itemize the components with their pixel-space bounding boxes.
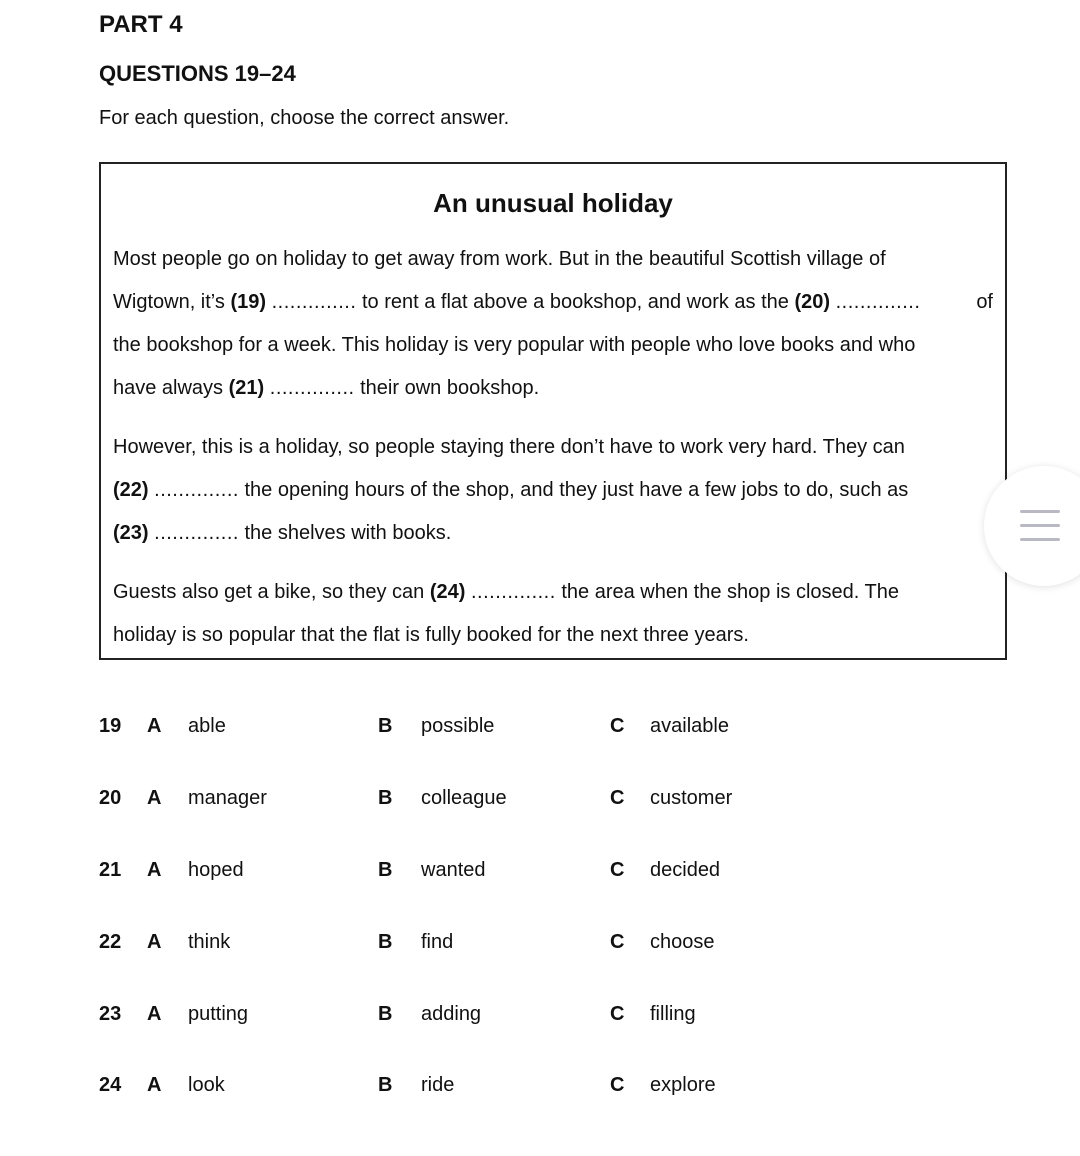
questions-title: QUESTIONS 19–24 [99, 61, 296, 86]
gap-number-23: (23) [113, 522, 149, 544]
text-fragment: Most people go on holiday to get away from work. But in the beautiful Scottish village of [113, 248, 886, 270]
text-fragment: holiday is so popular that the flat is fully booked for the next three years. [113, 624, 749, 646]
text-fragment: the area when the shop is closed. The [561, 581, 899, 603]
option-letter-c[interactable]: C [610, 859, 625, 881]
text-line [113, 289, 993, 332]
text-fragment: However, this is a holiday, so people staying there don’t have to work very hard. They can [113, 436, 905, 458]
text-line [113, 579, 993, 622]
text-line [113, 622, 993, 665]
option-a[interactable]: look [188, 1074, 225, 1096]
option-b[interactable]: wanted [421, 859, 486, 881]
question-row-20 [0, 783, 1080, 813]
gap-number-19: (19) [230, 291, 267, 313]
option-b[interactable]: colleague [421, 787, 507, 809]
text-title: An unusual holiday [433, 188, 673, 218]
option-a[interactable]: think [188, 931, 231, 953]
question-number: 21 [99, 859, 122, 881]
option-letter-a[interactable]: A [147, 931, 162, 953]
option-b[interactable]: adding [421, 1003, 482, 1025]
text-fragment: have always [113, 377, 224, 399]
text-line [113, 375, 993, 418]
question-row-24 [0, 1070, 1080, 1100]
gap-number-24: (24) [429, 581, 466, 603]
gap-19: .............. [271, 291, 357, 313]
text-fragment: the bookshop for a week. This holiday is very popular with people who love books and who [113, 334, 916, 356]
option-letter-c[interactable]: C [610, 787, 625, 809]
question-row-22 [0, 927, 1080, 957]
gap-22: .............. [154, 479, 239, 501]
instruction-text: For each question, choose the correct answer. [99, 107, 510, 129]
gap-number-21: (21) [228, 377, 265, 399]
gap-23: .............. [154, 522, 239, 544]
question-row-23 [0, 999, 1080, 1029]
option-letter-c[interactable]: C [610, 715, 625, 737]
option-c[interactable]: explore [650, 1074, 716, 1096]
option-letter-b[interactable]: B [378, 1003, 393, 1025]
text-fragment: their own bookshop. [360, 377, 540, 399]
text-fragment: the shelves with books. [244, 522, 452, 544]
text-line [113, 434, 993, 477]
gap-20: .............. [835, 291, 921, 313]
gap-number-20: (20) [794, 291, 831, 313]
question-number: 19 [99, 715, 122, 737]
text-fragment: Guests also get a bike, so they can [113, 581, 425, 603]
text-fragment: of [976, 291, 993, 313]
reading-text-box [99, 162, 1007, 660]
part-title: PART 4 [99, 11, 183, 38]
text-line [113, 477, 993, 520]
option-b[interactable]: ride [421, 1074, 455, 1096]
option-letter-b[interactable]: B [378, 787, 393, 809]
question-number: 23 [99, 1003, 122, 1025]
text-line [113, 332, 993, 375]
option-a[interactable]: able [188, 715, 226, 737]
gap-number-22: (22) [113, 479, 149, 501]
option-a[interactable]: manager [188, 787, 267, 809]
text-line [113, 246, 993, 289]
option-b[interactable]: possible [421, 715, 495, 737]
paragraph-1 [113, 246, 993, 418]
option-a[interactable]: hoped [188, 859, 244, 881]
question-row-19 [0, 711, 1080, 741]
question-number: 22 [99, 931, 122, 953]
option-letter-b[interactable]: B [378, 859, 393, 881]
option-c[interactable]: available [650, 715, 729, 737]
gap-21: .............. [269, 377, 355, 399]
question-number: 20 [99, 787, 122, 809]
option-a[interactable]: putting [188, 1003, 249, 1025]
text-fragment: Wigtown, it’s (19) .............. to rent a flat above a bookshop, and work as the (20) .............. [113, 291, 921, 313]
option-letter-c[interactable]: C [610, 1074, 625, 1096]
text-line [113, 520, 993, 563]
question-number: 24 [99, 1074, 122, 1096]
option-letter-a[interactable]: A [147, 859, 162, 881]
gap-24: .............. [471, 581, 556, 603]
paragraph-3 [113, 579, 993, 665]
option-letter-c[interactable]: C [610, 1003, 625, 1025]
option-letter-c[interactable]: C [610, 931, 625, 953]
option-letter-a[interactable]: A [147, 1074, 162, 1096]
paragraph-2 [113, 434, 993, 563]
option-letter-a[interactable]: A [147, 715, 162, 737]
option-letter-b[interactable]: B [378, 715, 393, 737]
option-letter-b[interactable]: B [378, 1074, 393, 1096]
option-letter-a[interactable]: A [147, 1003, 162, 1025]
question-row-21 [0, 855, 1080, 885]
option-c[interactable]: choose [650, 931, 715, 953]
option-letter-a[interactable]: A [147, 787, 162, 809]
option-b[interactable]: find [421, 931, 454, 953]
option-c[interactable]: customer [650, 787, 733, 809]
option-letter-b[interactable]: B [378, 931, 393, 953]
option-c[interactable]: filling [650, 1003, 696, 1025]
option-c[interactable]: decided [650, 859, 721, 881]
text-fragment: the opening hours of the shop, and they just have a few jobs to do, such as [244, 479, 909, 501]
